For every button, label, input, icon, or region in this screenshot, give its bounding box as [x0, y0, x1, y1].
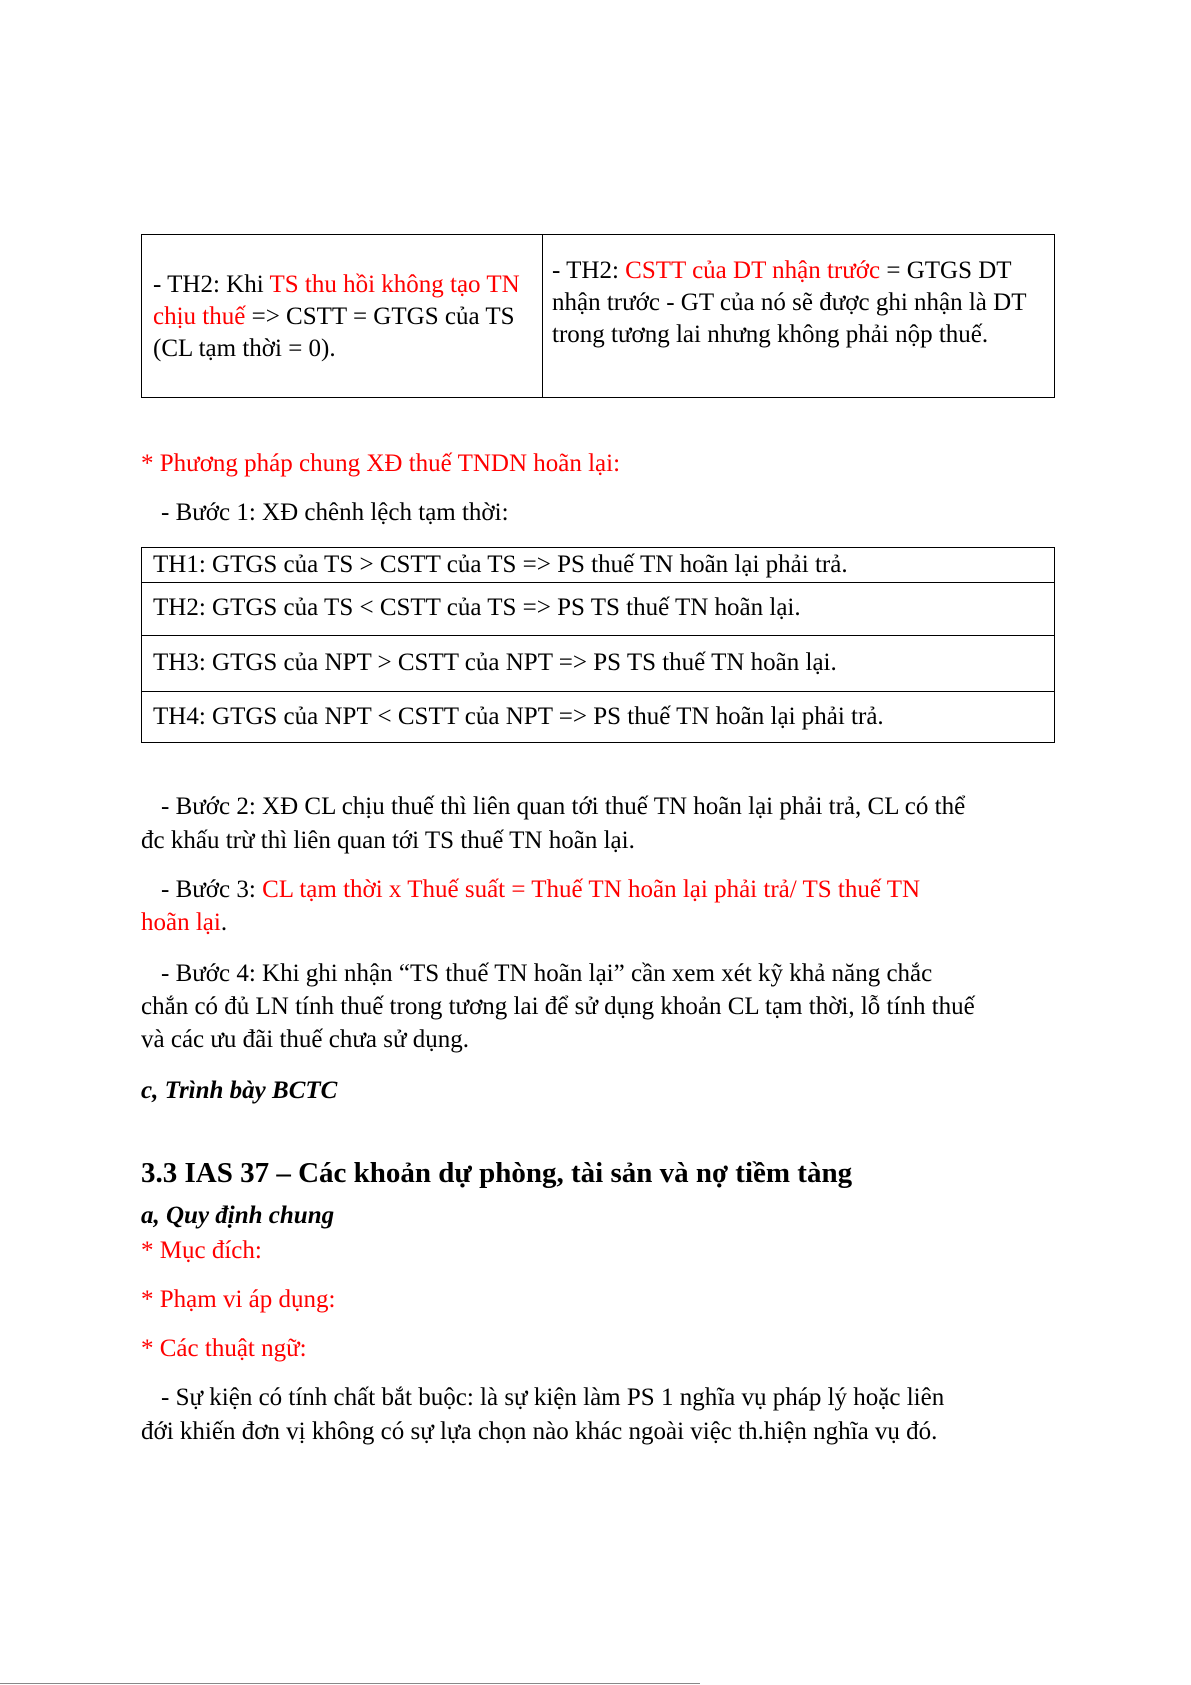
- event-line-1: - Sự kiện có tính chất bắt buộc: là sự kiện làm PS 1 nghĩa vụ pháp lý hoặc liên: [161, 1384, 945, 1411]
- table-row: TH1: GTGS của TS > CSTT của TS => PS thuế TN hoãn lại phải trả.: [142, 548, 1054, 583]
- event-line-2: đới khiến đơn vị không có sự lựa chọn nào khác ngoài việc th.hiện nghĩa vụ đó.: [141, 1418, 938, 1445]
- highlight-text: CSTT của DT nhận trước: [625, 257, 881, 284]
- subheading-a: a, Quy định chung: [141, 1202, 335, 1229]
- page-bottom-rule: [0, 1683, 700, 1684]
- column-divider: [542, 235, 543, 397]
- highlight-text: CL tạm thời x Thuế suất = Thuế TN hoãn lại phải trả/ TS thuế TN: [262, 876, 921, 903]
- step1-table: [141, 547, 1055, 743]
- table-cell-left: - TH2: Khi TS thu hồi không tạo TN chịu thuế => CSTT = GTGS của TS (CL tạm thời = 0).: [153, 271, 520, 362]
- method-heading: * Phương pháp chung XĐ thuế TNDN hoãn lại:: [141, 450, 621, 477]
- table-row: TH3: GTGS của NPT > CSTT của NPT => PS TS thuế TN hoãn lại.: [142, 636, 1054, 692]
- table-cell-right: - TH2: CSTT của DT nhận trước = GTGS DT nhận trước - GT của nó sẽ được ghi nhận là DT trong tương lai nhưng không phải nộp thuế.: [552, 257, 1027, 348]
- table-row: TH4: GTGS của NPT < CSTT của NPT => PS thuế TN hoãn lại phải trả.: [153, 703, 884, 730]
- step-2-line-2: đc khấu trừ thì liên quan tới TS thuế TN hoãn lại.: [141, 827, 635, 854]
- scope-heading: * Phạm vi áp dụng:: [141, 1286, 336, 1313]
- highlight-text: TS thu hồi không tạo TN chịu thuế: [153, 271, 520, 330]
- table-row: TH2: GTGS của TS < CSTT của TS => PS TS thuế TN hoãn lại.: [142, 583, 1054, 636]
- step-2-line-1: - Bước 2: XĐ CL chịu thuế thì liên quan tới thuế TN hoãn lại phải trả, CL có thể: [161, 793, 966, 820]
- terms-heading: * Các thuật ngữ:: [141, 1335, 307, 1362]
- comparison-table: [141, 234, 1055, 398]
- purpose-heading: * Mục đích:: [141, 1237, 262, 1264]
- step-3-line-2: hoãn lại.: [141, 909, 228, 936]
- section-title: 3.3 IAS 37 – Các khoản dự phòng, tài sản và nợ tiềm tàng: [141, 1157, 853, 1189]
- step-1: - Bước 1: XĐ chênh lệch tạm thời:: [161, 499, 509, 526]
- step-4-line-1: - Bước 4: Khi ghi nhận “TS thuế TN hoãn lại” cần xem xét kỹ khả năng chắc: [161, 960, 933, 987]
- highlight-text: hoãn lại: [141, 909, 221, 936]
- subheading-c: c, Trình bày BCTC: [141, 1077, 338, 1104]
- step-4-line-2: chắn có đủ LN tính thuế trong tương lai để sử dụng khoản CL tạm thời, lỗ tính thuế: [141, 993, 975, 1020]
- step-4-line-3: và các ưu đãi thuế chưa sử dụng.: [141, 1026, 470, 1053]
- step-3-line-1: - Bước 3: CL tạm thời x Thuế suất = Thuế TN hoãn lại phải trả/ TS thuế TN: [161, 876, 921, 903]
